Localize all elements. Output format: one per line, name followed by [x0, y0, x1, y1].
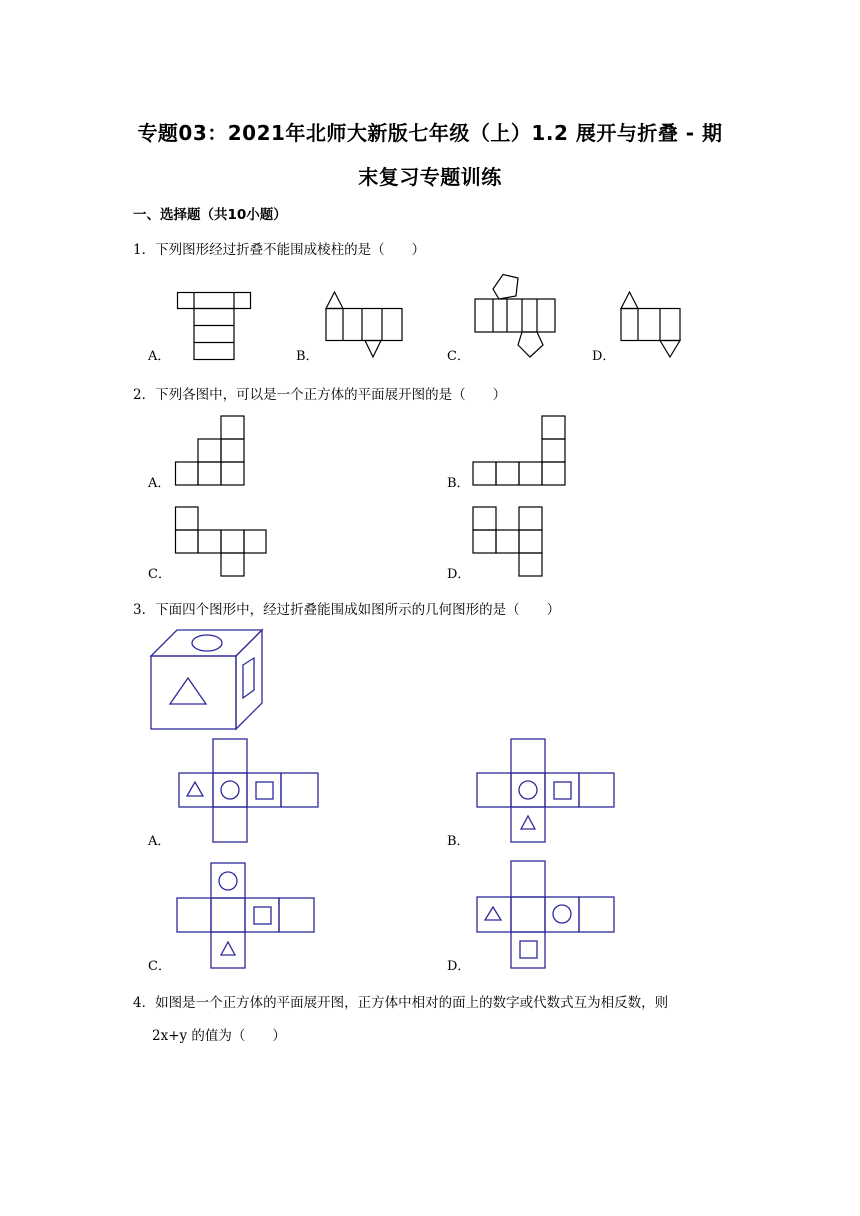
q3-figure-c — [176, 862, 316, 970]
q2-option-c-label: C． — [148, 567, 171, 582]
q3-figure-b — [476, 738, 616, 844]
question-1-stem: 1．下列图形经过折叠不能围成棱柱的是（ ） — [133, 242, 426, 258]
q1-figure-c — [474, 274, 556, 358]
page-title-line-1: 专题03：2021年北师大新版七年级（上）1.2 展开与折叠 - 期 — [137, 121, 723, 145]
question-3-stem: 3．下面四个图形中，经过折叠能围成如图所示的几何图形的是（ ） — [133, 602, 561, 618]
q2-option-b-label: B． — [447, 476, 470, 491]
q2-option-a-label: A． — [148, 476, 171, 491]
q2-figure-a — [175, 415, 245, 487]
q2-figure-b — [472, 415, 566, 487]
q3-figure-a — [178, 738, 320, 844]
q1-figure-a — [177, 292, 251, 360]
question-4-stem-line-2: 2x+y 的值为（ ） — [152, 1028, 286, 1044]
section-heading: 一、选择题（共10小题） — [133, 207, 287, 223]
q2-option-d-label: D． — [447, 567, 471, 582]
q1-figure-b — [323, 291, 403, 359]
q3-figure-d — [476, 860, 616, 970]
q1-figure-d — [620, 291, 682, 359]
q3-cube-figure — [150, 629, 264, 731]
q1-option-d-label: D． — [592, 349, 616, 364]
q3-option-c-label: C． — [148, 959, 171, 974]
q3-option-b-label: B． — [447, 834, 470, 849]
q2-figure-d — [472, 506, 544, 578]
question-4-stem-line-1: 4．如图是一个正方体的平面展开图，正方体中相对的面上的数字或代数式互为相反数，则 — [133, 995, 669, 1011]
question-2-stem: 2．下列各图中，可以是一个正方体的平面展开图的是（ ） — [133, 387, 507, 403]
q2-figure-c — [175, 506, 267, 578]
q3-option-d-label: D． — [447, 959, 471, 974]
q1-option-b-label: B． — [296, 349, 319, 364]
page-title-line-2: 末复习专题训练 — [358, 165, 502, 189]
q1-option-c-label: C． — [447, 349, 470, 364]
q3-option-a-label: A． — [148, 834, 171, 849]
q1-option-a-label: A． — [148, 349, 171, 364]
